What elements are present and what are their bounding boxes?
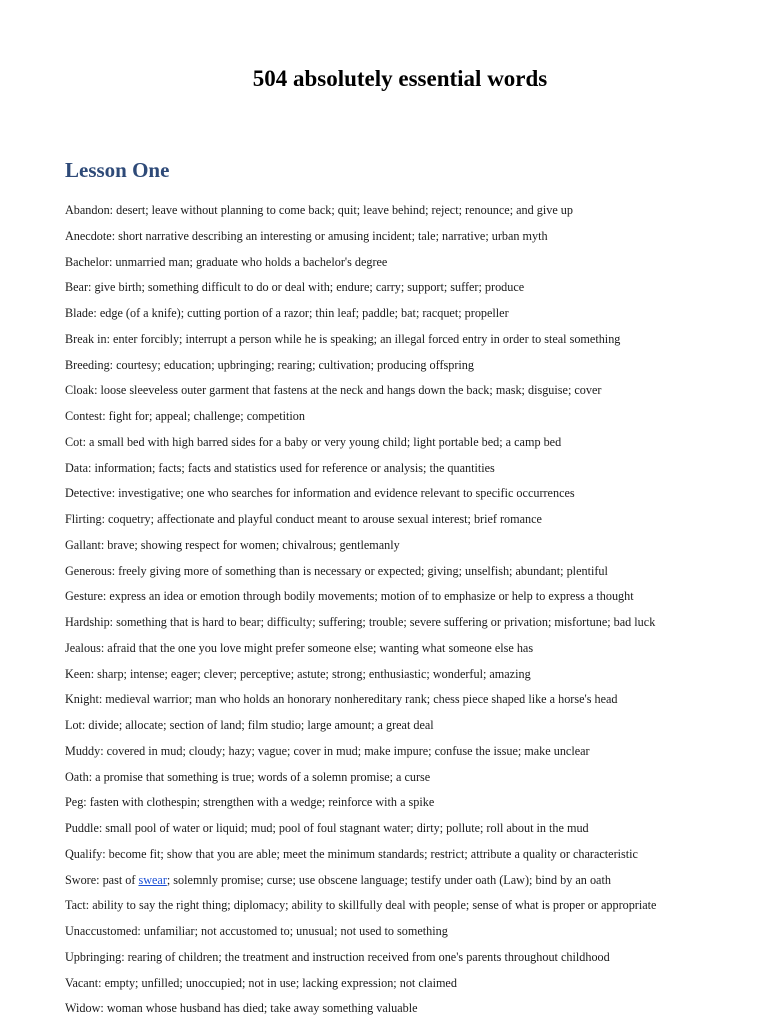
- word-entry: Peg: fasten with clothespin; strengthen with a wedge; reinforce with a spike: [65, 795, 435, 810]
- word-entry: [65, 870, 755, 896]
- word-list: [65, 200, 755, 1024]
- word-entry: Tact: ability to say the right thing; diplomacy; ability to skillfully deal with people; sense of what is proper or appropriate: [65, 898, 657, 913]
- word-entry: Vacant: empty; unfilled; unoccupied; not in use; lacking expression; not claimed: [65, 975, 457, 990]
- word-entry: Puddle: small pool of water or liquid; mud; pool of foul stagnant water; dirty; pollute; roll about in the mud: [65, 821, 589, 835]
- word-entry: Breeding: courtesy; education; upbringing; rearing; cultivation; producing offspring: [65, 357, 474, 372]
- word-entry: Muddy: covered in mud; cloudy; hazy; vague; cover in mud; make impure; confuse the issue; make unclear: [65, 743, 590, 758]
- entry-text: ; solemnly promise; curse; use obscene language; testify under oath (Law); bind by an oath: [166, 872, 611, 887]
- lesson-heading: Lesson One: [65, 158, 170, 182]
- word-entry: Upbringing: rearing of children; the treatment and instruction received from one's parents throughout childhood: [65, 949, 610, 964]
- word-entry: Knight: medieval warrior; man who holds an honorary nonhereditary rank; chess piece shaped like a horse's head: [65, 692, 618, 707]
- word-entry: Cloak: loose sleeveless outer garment that fastens at the neck and hangs down the back; mask; disguise; cover: [65, 383, 602, 398]
- word-entry: Hardship: something that is hard to bear; difficulty; suffering; trouble; severe suffering or privation; misfortune; bad luck: [65, 615, 656, 629]
- word-entry: Oath: a promise that something is true; words of a solemn promise; a curse: [65, 769, 431, 784]
- word-entry: Cot: a small bed with high barred sides for a baby or very young child; light portable bed; a camp bed: [65, 434, 562, 449]
- entry-link[interactable]: swear: [138, 872, 167, 887]
- word-entry: Gesture: express an idea or emotion through bodily movements; motion of to emphasize or help to express a thought: [65, 589, 634, 604]
- word-entry: Break in: enter forcibly; interrupt a person while he is speaking; an illegal forced entry in order to steal something: [65, 331, 621, 346]
- word-entry: Anecdote: short narrative describing an interesting or amusing incident; tale; narrative; urban myth: [65, 228, 548, 243]
- word-entry: Qualify: become fit; show that you are able; meet the minimum standards; restrict; attribute a quality or characteristic: [65, 846, 638, 861]
- word-entry: Gallant: brave; showing respect for women; chivalrous; gentlemanly: [65, 537, 400, 552]
- word-entry: Generous: freely giving more of something than is necessary or expected; giving; unselfish; abundant; plentiful: [65, 563, 608, 578]
- word-entry: Contest: fight for; appeal; challenge; competition: [65, 409, 305, 423]
- word-entry: Jealous: afraid that the one you love might prefer someone else; wanting what someone else has: [65, 640, 534, 655]
- word-entry: Abandon: desert; leave without planning to come back; quit; leave behind; reject; renounce; and give up: [65, 203, 573, 217]
- word-entry: Lot: divide; allocate; section of land; film studio; large amount; a great deal: [65, 718, 434, 732]
- word-entry: Bear: give birth; something difficult to do or deal with; endure; carry; support; suffer; produce: [65, 280, 525, 295]
- word-entry: Unaccustomed: unfamiliar; not accustomed to; unusual; not used to something: [65, 924, 448, 938]
- word-entry: Widow: woman whose husband has died; take away something valuable: [65, 1001, 418, 1016]
- word-entry: Data: information; facts; facts and statistics used for reference or analysis; the quantities: [65, 460, 495, 475]
- word-entry: Bachelor: unmarried man; graduate who holds a bachelor's degree: [65, 254, 388, 269]
- word-entry: Keen: sharp; intense; eager; clever; perceptive; astute; strong; enthusiastic; wonderful; amazing: [65, 666, 531, 681]
- word-entry: Detective: investigative; one who searches for information and evidence relevant to specific occurrences: [65, 486, 575, 501]
- document-title: 504 absolutely essential words: [252, 66, 548, 91]
- word-entry: Flirting: coquetry; affectionate and playful conduct meant to arouse sexual interest; brief romance: [65, 512, 542, 526]
- word-entry: Blade: edge (of a knife); cutting portion of a razor; thin leaf; paddle; bat; racquet; propeller: [65, 306, 509, 320]
- entry-text: Swore: past of: [65, 872, 139, 887]
